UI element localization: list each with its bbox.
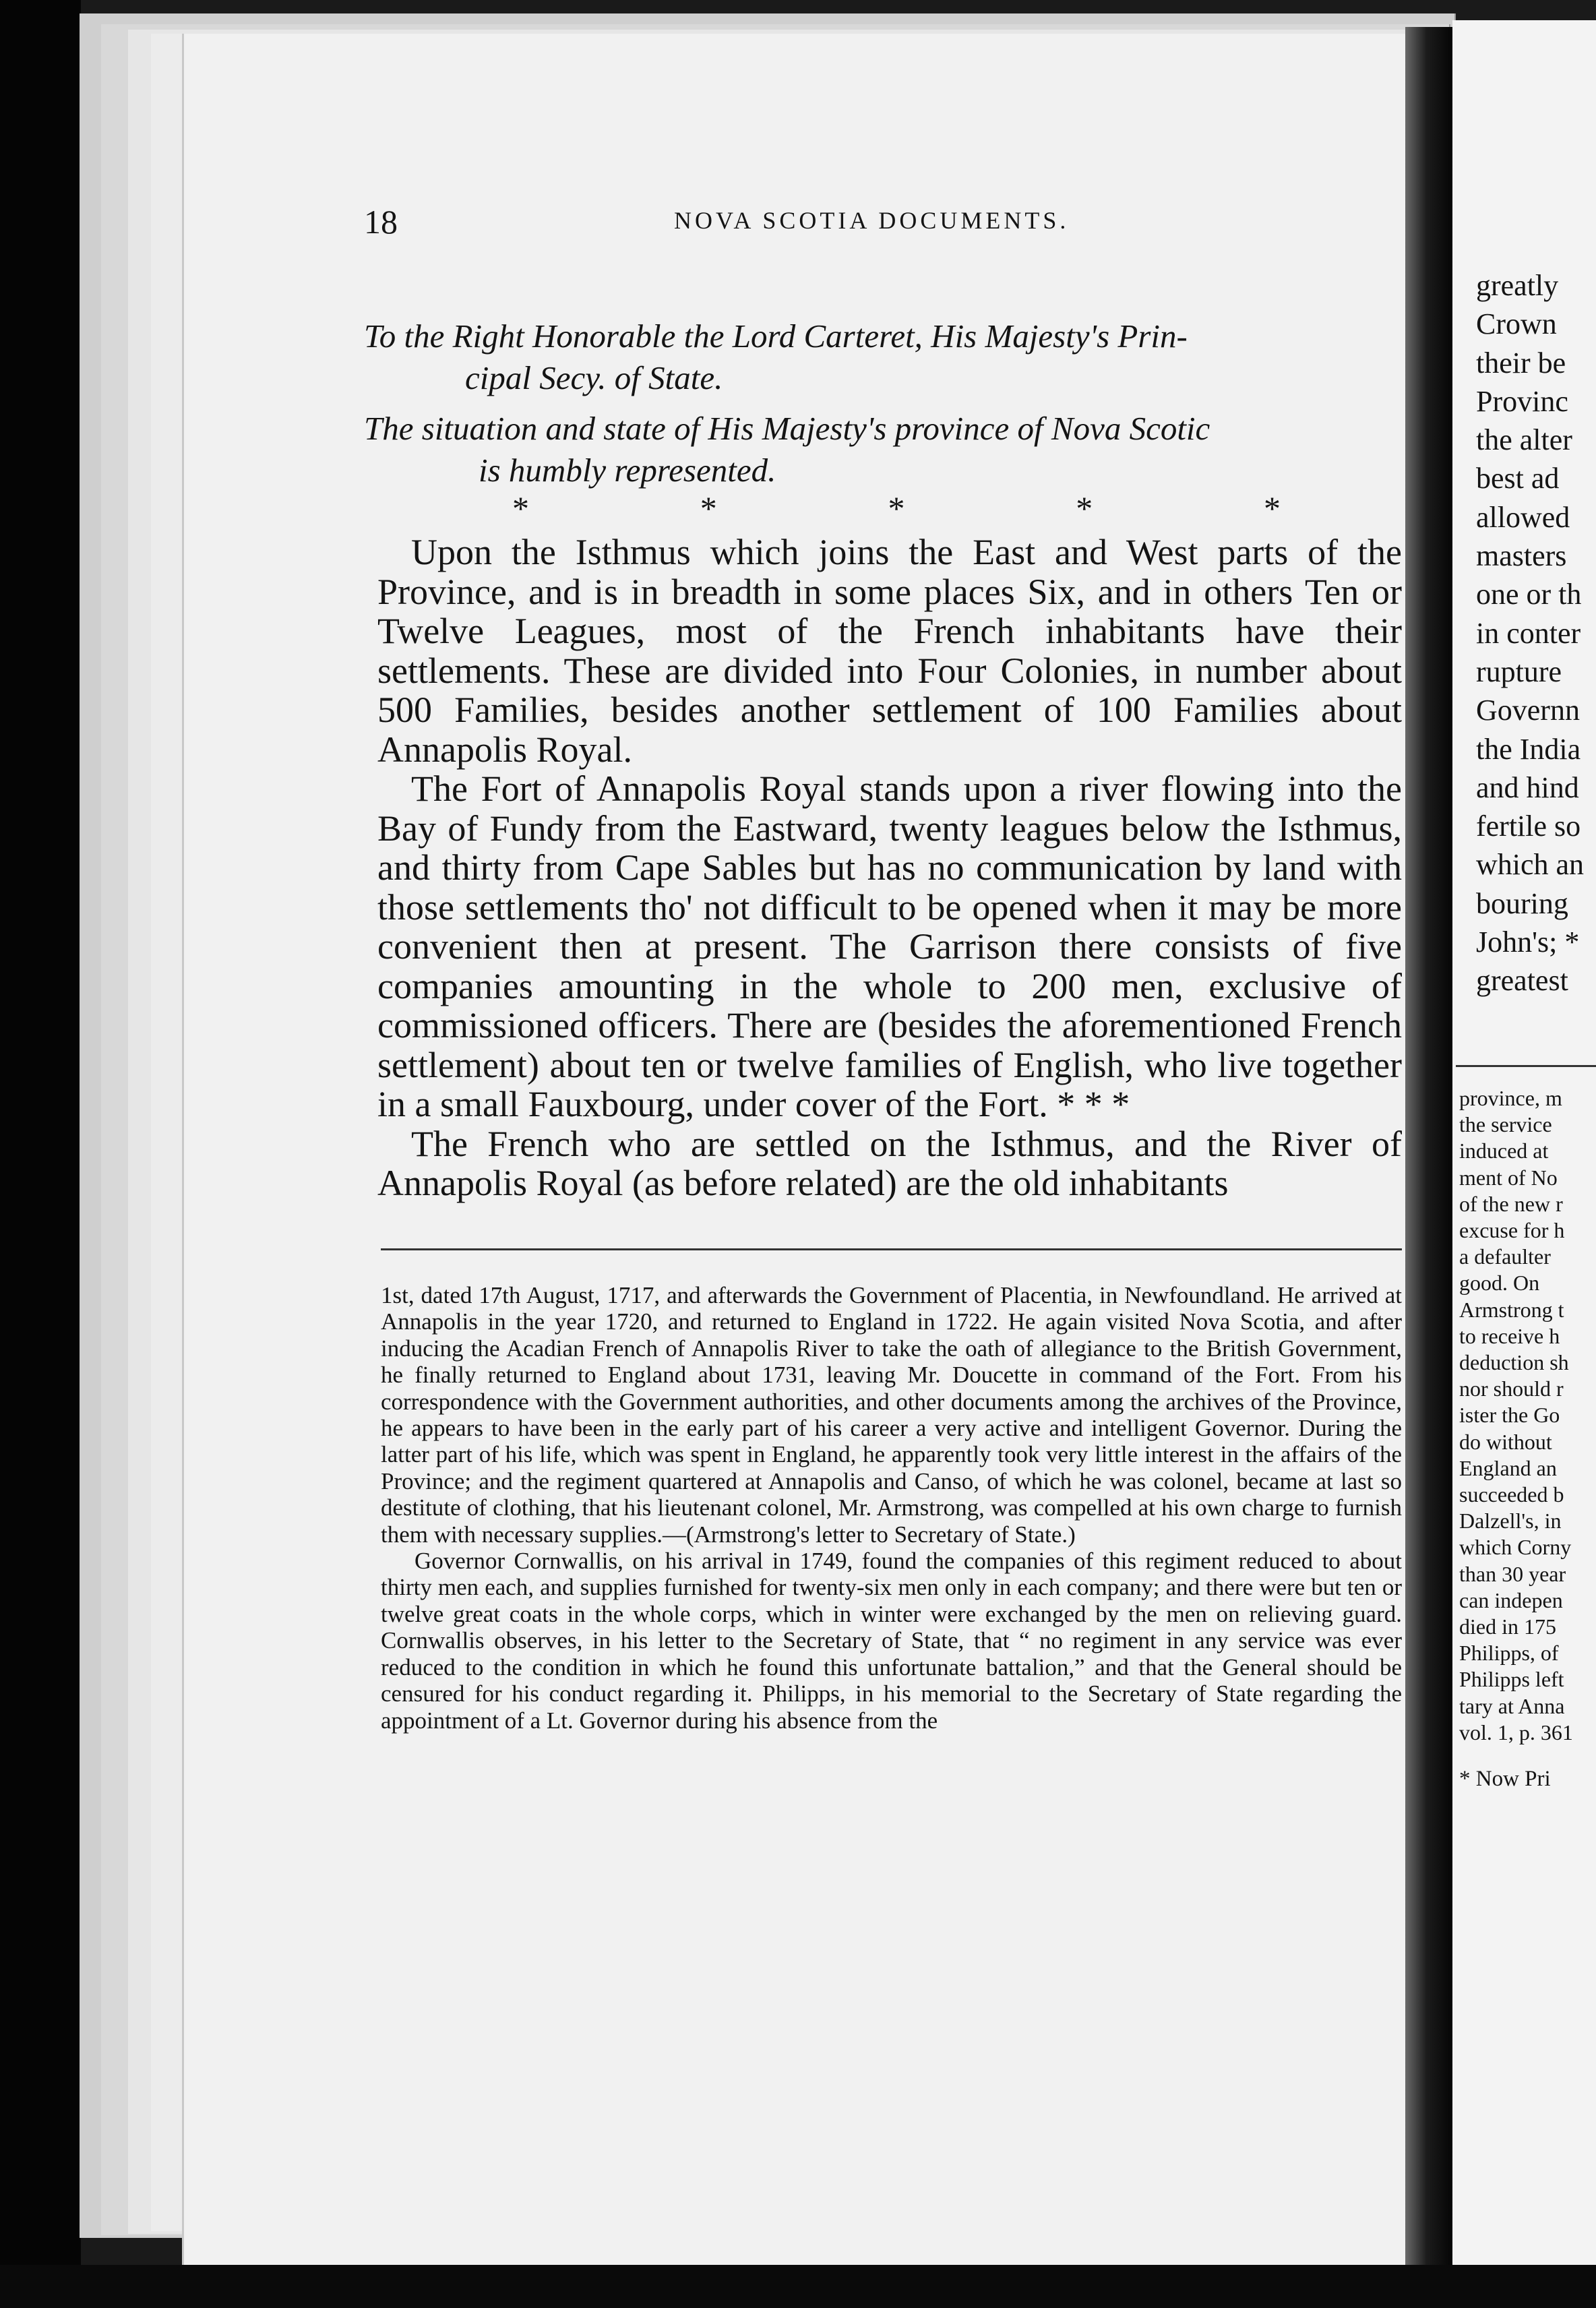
scan-border-bottom [0, 2265, 1596, 2308]
body-paragraph: The Fort of Annapolis Royal stands upon a river flowing into the Bay of Fundy from the Eastward, twenty leagues below the Isthmus, and thirty from Cape Sables but has no communication by land with those settlements tho' not difficult to be opened when it may be more convenient then at present. The Garrison there consists of five companies amounting in the whole to 200 men, exclusive of commissioned officers. There are (besides the aforementioned French settlement) about ten or twelve families of English, who live together in a small Fauxbourg, under cover of the Fort. * * * [377, 768, 1402, 1124]
address-heading [364, 315, 1188, 399]
star: * [700, 489, 717, 527]
right-page-line: John's; * [1476, 925, 1580, 959]
right-page-line: and hind [1476, 770, 1579, 804]
right-footnote-line: succeeded b [1459, 1482, 1564, 1507]
right-footnote-line: to receive h [1459, 1323, 1560, 1348]
right-footnote-line: England an [1459, 1455, 1557, 1480]
situation-line: is humbly represented. [479, 452, 776, 489]
star: * [1264, 489, 1281, 527]
right-page-line: masters [1476, 539, 1567, 573]
right-page-line: fertile so [1476, 810, 1581, 843]
right-footnote-line: deduction sh [1459, 1350, 1569, 1375]
situation-line: The situation and state of His Majesty's province of Nova Scotic [364, 410, 1210, 447]
address-line: To the Right Honorable the Lord Carteret, His Majesty's Prin- [364, 317, 1188, 355]
right-footnote-line: Philipps left [1459, 1667, 1564, 1692]
body-paragraph: Upon the Isthmus which joins the East and West parts of the Province, and is in breadth in some places Six, and in others Ten or Twelve Leagues, most of the French inhabitants have their settlements. These are divided into Four Colonies, in number about 500 Families, besides another settlement of 100 Families about Annapolis Royal. [377, 532, 1402, 770]
book-gutter [1405, 27, 1452, 2272]
right-page-line: greatly [1476, 269, 1559, 302]
right-page-line: allowed [1476, 500, 1570, 534]
right-page-line: Governn [1476, 694, 1580, 727]
right-page-text [1476, 266, 1584, 1000]
right-footnote-line: good. On [1459, 1271, 1540, 1296]
star: * [1076, 489, 1093, 527]
right-footnote-line: province, m [1459, 1086, 1562, 1110]
page-number: 18 [364, 203, 398, 241]
running-head: NOVA SCOTIA DOCUMENTS. [674, 207, 1070, 234]
right-footnote-rule [1456, 1065, 1596, 1067]
ellipsis-stars [512, 489, 1281, 528]
right-page-line: rupture [1476, 655, 1562, 688]
right-page-line: the India [1476, 732, 1581, 766]
right-footnote-line: a defaulter [1459, 1244, 1551, 1269]
right-footnote-line: Philipps, of [1459, 1641, 1559, 1666]
right-footnote-line: Armstrong t [1459, 1297, 1564, 1322]
right-footnote-line: excuse for h [1459, 1218, 1565, 1243]
right-footnote-line: than 30 year [1459, 1561, 1566, 1586]
right-footnote-line: Dalzell's, in [1459, 1509, 1562, 1533]
right-footnote-line: which Corny [1459, 1535, 1572, 1560]
scan-border-left [0, 0, 81, 2308]
right-page-line: their be [1476, 346, 1566, 379]
right-footnote-line: died in 175 [1459, 1614, 1556, 1639]
right-page-line: in conter [1476, 616, 1581, 650]
right-page-line: which an [1476, 848, 1585, 882]
right-footnote-line: can indepen [1459, 1587, 1563, 1612]
body-paragraph: The French who are settled on the Isthmus, and the River of Annapolis Royal (as before related) are the old inhabitants [377, 1123, 1402, 1203]
situation-heading [364, 408, 1210, 491]
right-footnote-star: * Now Pri [1459, 1767, 1551, 1792]
right-footnote-line: vol. 1, p. 361 [1459, 1720, 1573, 1744]
body-text [377, 533, 1402, 1203]
footnote [381, 1282, 1402, 1734]
star: * [888, 489, 905, 527]
right-footnote-line: ister the Go [1459, 1403, 1560, 1428]
right-footnote-line: of the new r [1459, 1191, 1563, 1216]
address-line: cipal Secy. of State. [465, 359, 723, 396]
right-footnote-line: tary at Anna [1459, 1693, 1565, 1718]
right-page-line: one or th [1476, 578, 1582, 611]
right-footnote-line: the service [1459, 1112, 1552, 1137]
footnote-paragraph: Governor Cornwallis, on his arrival in 1749, found the companies of this regiment reduced to about thirty men each, and supplies furnished for twenty-six men only in each company; and there were but ten or twelve great coats in the whole corps, which in winter were exchanged by the men on relieving guard. Cornwallis observes, in his letter to the Secretary of State, that “ no regiment in any service was ever reduced to the condition in which he found this unfortunate battalion,” and that the General should be censured for his conduct regarding it. Philipps, in his memorial to the Secretary of State regarding the appointment of a Lt. Governor during his absence from the [381, 1548, 1402, 1734]
footnote-paragraph: 1st, dated 17th August, 1717, and afterwards the Government of Placentia, in Newfoundland. He arrived at Annapolis in the year 1720, and returned to England in 1722. He again visited Nova Scotia, and after inducing the Acadian French of Annapolis River to take the oath of allegiance to the British Government, he finally returned to England about 1731, leaving Mr. Doucette in command of the Fort. From his correspondence with the Government authorities, and other documents among the archives of the Province, he appears to have been in the early part of his career a very active and intelligent Governor. During the latter part of his life, which was spent in England, he apparently took very little interest in the affairs of the Province; and the regiment quartered at Annapolis and Canso, of which he was colonel, became at last so destitute of clothing, that his lieutenant colonel, Mr. Armstrong, was compelled at his own charge to furnish them with necessary supplies.—(Armstrong's letter to Secretary of State.) [381, 1282, 1402, 1548]
right-page-line: the alter [1476, 423, 1572, 457]
right-footnote-line: do without [1459, 1429, 1552, 1454]
right-page-line: Crown [1476, 307, 1557, 341]
footnote-rule [381, 1248, 1402, 1250]
right-page-line: Provinc [1476, 384, 1568, 418]
right-page-line: greatest [1476, 964, 1568, 998]
right-footnote-line: ment of No [1459, 1165, 1558, 1190]
right-page-footnote [1459, 1085, 1573, 1792]
right-page-line: best ad [1476, 462, 1560, 495]
right-footnote-line: induced at [1459, 1138, 1549, 1163]
star: * [512, 489, 529, 527]
right-footnote-line: nor should r [1459, 1376, 1564, 1401]
right-page-line: bouring [1476, 886, 1568, 920]
